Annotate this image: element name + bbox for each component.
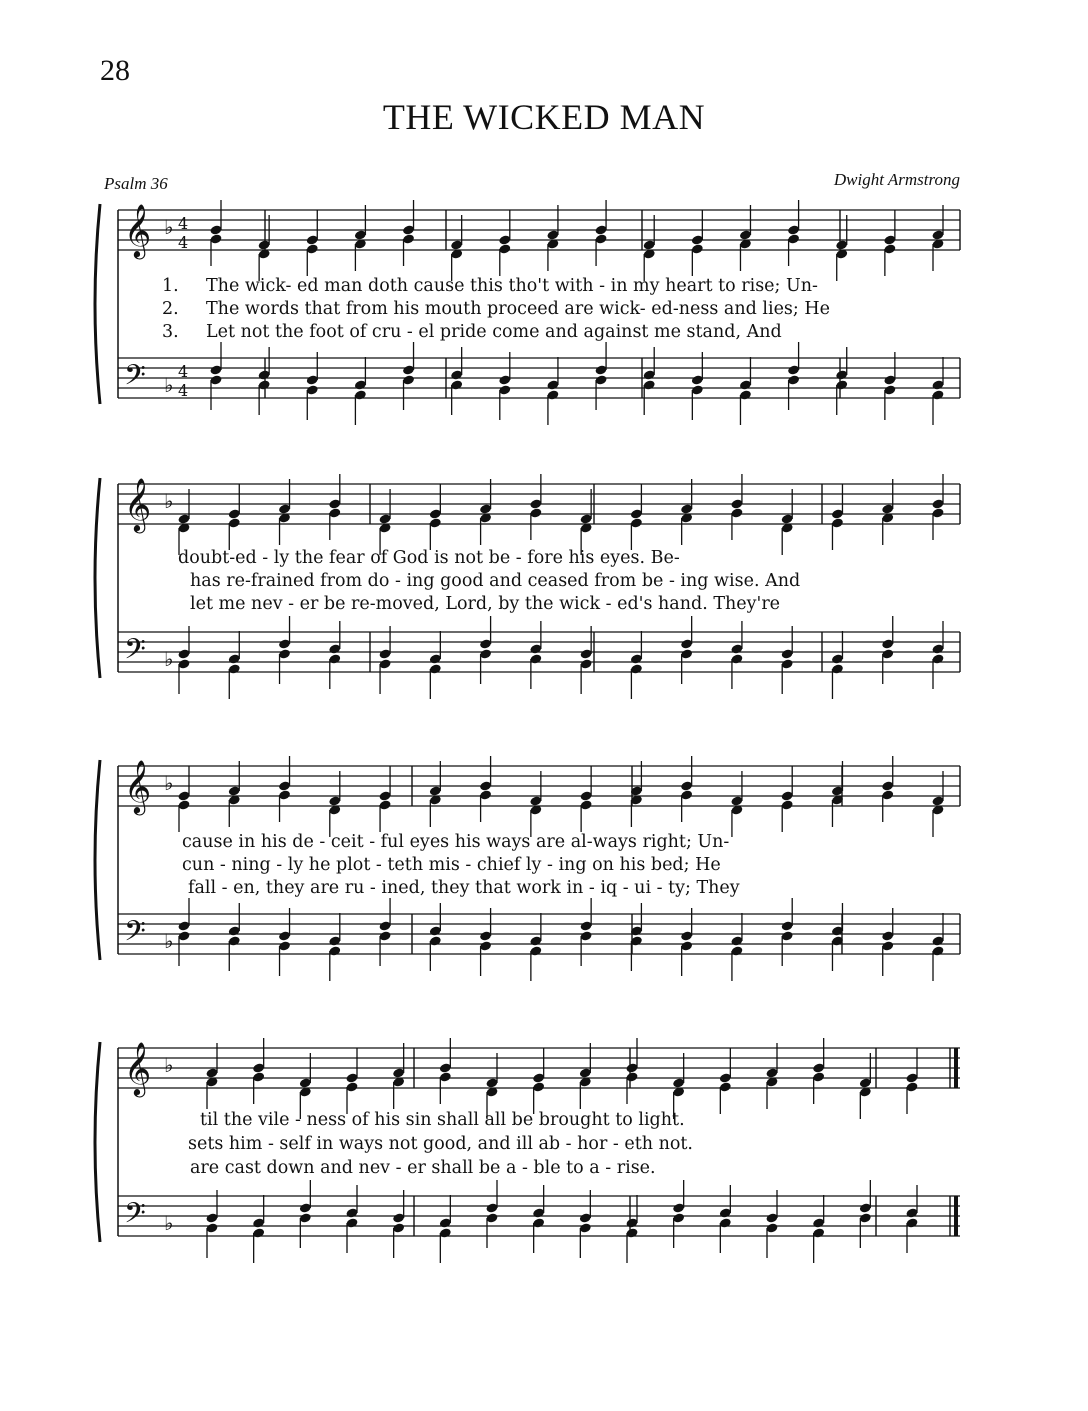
verse-number: 1.	[162, 276, 179, 296]
time-signature: 4	[178, 381, 189, 400]
lyric-line-verse-2: cun - ning - ly he plot - teth mis - chief ly - ing on his bed; He	[182, 855, 721, 875]
verse-number: 2.	[162, 299, 179, 319]
time-signature: 4	[178, 233, 189, 252]
lyric-line-verse-3: Let not the foot of cru - el pride come and against me stand, And	[206, 322, 782, 342]
verse-number: 3.	[162, 322, 179, 342]
lyric-line-verse-1: doubt-ed - ly the fear of God is not be - fore his eyes. Be-	[178, 548, 680, 568]
lyric-line-verse-1: cause in his de - ceit - ful eyes his ways are al-ways right; Un-	[182, 832, 730, 852]
bass-clef-icon: 𝄢	[124, 633, 146, 673]
time-signature: 4	[178, 214, 189, 233]
bass-clef-icon: 𝄢	[124, 359, 146, 399]
lyric-line-verse-2: sets him - self in ways not good, and ill ab - hor - eth not.	[188, 1134, 693, 1154]
scripture-source: Psalm 36	[104, 174, 168, 193]
lyric-line-verse-1: til the vile - ness of his sin shall all be brought to light.	[200, 1110, 685, 1130]
flat-icon: ♭	[164, 373, 174, 397]
treble-clef-icon: 𝄞	[124, 759, 152, 813]
lyric-line-verse-3: fall - en, they are ru - ined, they that work in - iq - ui - ty; They	[188, 878, 740, 898]
system-brace	[95, 1042, 100, 1242]
lyric-line-verse-1: The wick- ed man doth cause this tho't with - in my heart to rise; Un-	[206, 276, 818, 296]
lyric-line-verse-3: are cast down and nev - er shall be a - ble to a - rise.	[190, 1158, 656, 1178]
treble-clef-icon: 𝄞	[124, 477, 152, 531]
page-number: 28	[100, 54, 130, 87]
flat-icon: ♭	[164, 215, 174, 239]
treble-clef-icon: 𝄞	[124, 203, 152, 257]
flat-icon: ♭	[164, 647, 174, 671]
lyric-line-verse-3: let me nev - er be re-moved, Lord, by the wick - ed's hand. They're	[190, 594, 781, 614]
system-brace	[95, 760, 100, 960]
composer-credit: Dwight Armstrong	[833, 170, 960, 189]
flat-icon: ♭	[164, 1053, 174, 1077]
flat-icon: ♭	[164, 1211, 174, 1235]
lyric-line-verse-2: has re-frained from do - ing good and ceased from be - ing wise. And	[190, 571, 801, 591]
hymn-title: THE WICKED MAN	[382, 97, 706, 137]
bass-clef-icon: 𝄢	[124, 915, 146, 955]
flat-icon: ♭	[164, 489, 174, 513]
treble-clef-icon: 𝄞	[124, 1041, 152, 1095]
flat-icon: ♭	[164, 771, 174, 795]
time-signature: 4	[178, 362, 189, 381]
bass-clef-icon: 𝄢	[124, 1197, 146, 1237]
flat-icon: ♭	[164, 929, 174, 953]
lyric-line-verse-2: The words that from his mouth proceed are wick- ed-ness and lies; He	[206, 299, 830, 319]
system-brace	[95, 478, 100, 678]
system-brace	[95, 204, 100, 404]
